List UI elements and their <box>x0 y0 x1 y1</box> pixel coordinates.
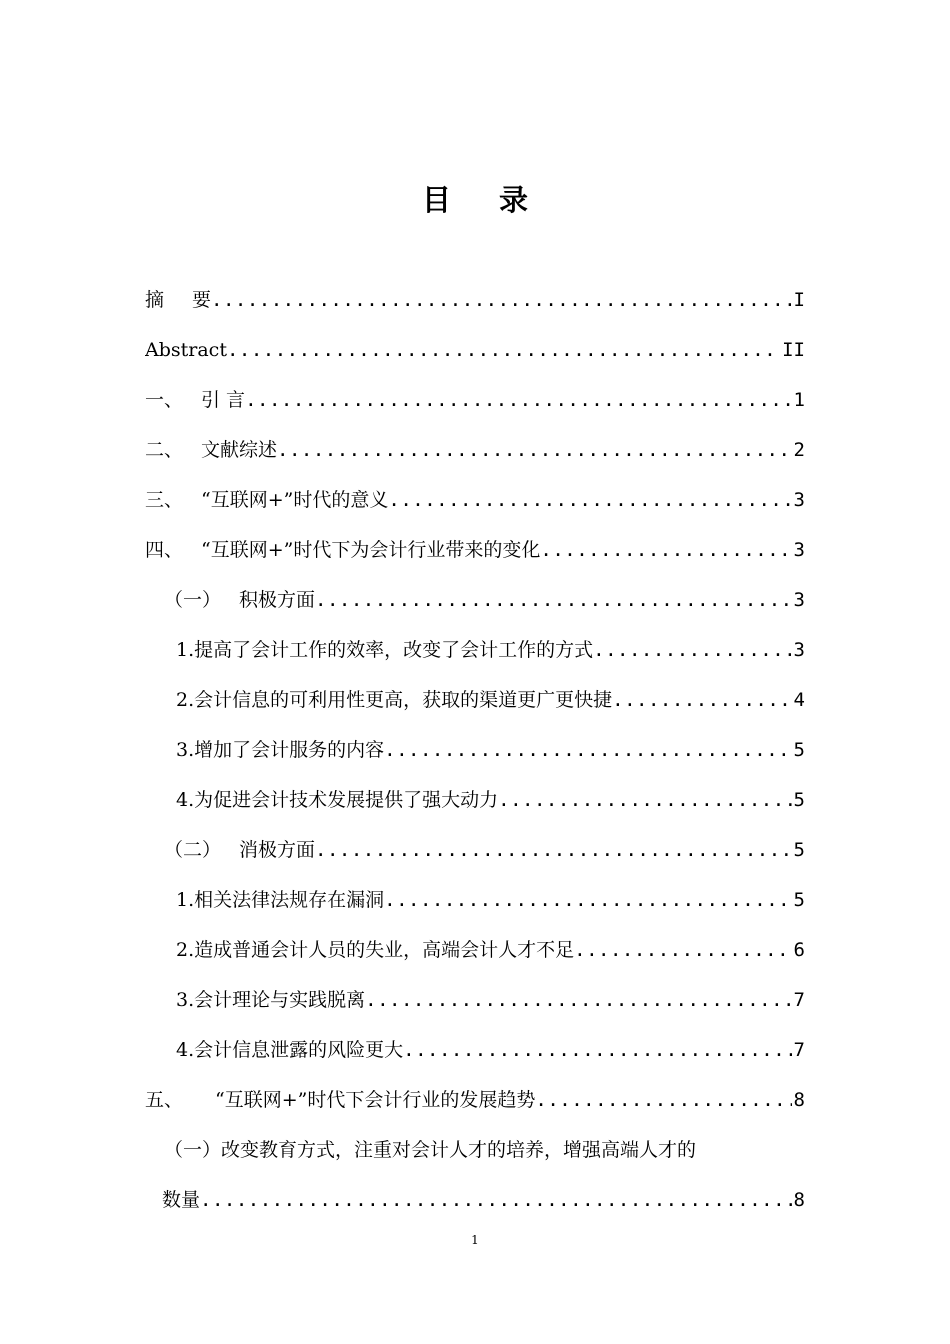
toc-entry-number: 二、 <box>145 439 184 461</box>
toc-entry-abstract-en[interactable] <box>145 330 805 370</box>
toc-entry-positive-4[interactable] <box>176 780 805 820</box>
toc-entry-label: 1.提高了会计工作的效率，改变了会计工作的方式 <box>176 639 594 661</box>
toc-entry-leader <box>612 680 791 720</box>
toc-entry-number: （一） <box>164 589 222 611</box>
toc-entry-page: 5 <box>793 739 805 761</box>
toc-entry-section-5-1-line2[interactable] <box>162 1180 805 1220</box>
toc-entry-page: 8 <box>793 1189 805 1211</box>
toc-entry-leader <box>365 980 791 1020</box>
toc-entry-page: 5 <box>793 889 805 911</box>
toc-entry-page: 1 <box>793 389 805 411</box>
toc-entry-leader <box>540 530 791 570</box>
toc-entry-leader <box>403 1030 791 1070</box>
toc-entry-page: 7 <box>793 1039 805 1061</box>
toc-entry-number: 一、 <box>145 389 184 411</box>
toc-entry-number: 四、 <box>145 539 184 561</box>
toc-entry-negative-aspects[interactable] <box>164 830 805 870</box>
toc-entry-page: 7 <box>793 989 805 1011</box>
toc-entry-literature-review[interactable] <box>145 430 805 470</box>
toc-entry-leader <box>535 1080 791 1120</box>
toc-entry-section-5-1-line1[interactable]: （一）改变教育方式，注重对会计人才的培养，增强高端人才的 <box>164 1139 697 1161</box>
toc-title-part1: 目 <box>421 183 451 217</box>
toc-entry-label: 引 言 <box>201 389 246 411</box>
toc-entry-abstract-cn[interactable] <box>145 280 805 320</box>
toc-entry-negative-3[interactable] <box>176 980 805 1020</box>
toc-entry-label: “互联网+”时代的意义 <box>201 489 389 511</box>
toc-entry-leader <box>245 380 791 420</box>
toc-entry-page: 3 <box>793 589 805 611</box>
toc-entry-positive-1[interactable] <box>176 630 805 670</box>
toc-entry-page: II <box>782 339 805 361</box>
toc-entry-negative-4[interactable] <box>176 1030 805 1070</box>
toc-entry-number: 五、 <box>145 1089 184 1111</box>
toc-entry-label: “互联网+”时代下为会计行业带来的变化 <box>201 539 541 561</box>
toc-entry-leader <box>384 880 791 920</box>
toc-entry-negative-2[interactable] <box>176 930 805 970</box>
toc-entry-page: 5 <box>793 839 805 861</box>
toc-entry-leader <box>498 780 791 820</box>
toc-entry-label: 2.造成普通会计人员的失业，高端会计人才不足 <box>176 939 575 961</box>
toc-entry-positive-3[interactable] <box>176 730 805 770</box>
toc-entry-page: 8 <box>793 1089 805 1111</box>
toc-entry-page: 5 <box>793 789 805 811</box>
toc-entry-label: 数量 <box>162 1189 201 1211</box>
toc-entry-label: “互联网+”时代下会计行业的发展趋势 <box>215 1089 536 1111</box>
toc-entry-label: 要 <box>192 289 212 311</box>
toc-entry-page: 3 <box>793 539 805 561</box>
toc-entry-page: 3 <box>793 489 805 511</box>
toc-entry-label: 消极方面 <box>239 839 316 861</box>
toc-entry-page: I <box>793 289 805 311</box>
toc-entry-leader <box>315 830 792 870</box>
toc-entry-leader <box>227 330 780 370</box>
toc-entry-number: （二） <box>164 839 222 861</box>
toc-entry-leader <box>574 930 791 970</box>
toc-entry-leader <box>200 1180 792 1220</box>
toc-entry-label: 积极方面 <box>239 589 316 611</box>
toc-entry-label: 1.相关法律法规存在漏洞 <box>176 889 385 911</box>
toc-entry-page: 6 <box>793 939 805 961</box>
toc-entry-section-3[interactable] <box>145 480 805 520</box>
toc-entry-section-5[interactable] <box>145 1080 805 1120</box>
toc-title-part2: 录 <box>499 183 529 217</box>
toc-entry-positive-aspects[interactable] <box>164 580 805 620</box>
toc-entry-number: 摘 <box>145 289 165 311</box>
toc-entry-label: 3.会计理论与实践脱离 <box>176 989 366 1011</box>
toc-entry-page: 2 <box>793 439 805 461</box>
toc-entry-page: 4 <box>793 689 805 711</box>
toc-entry-number: 三、 <box>145 489 184 511</box>
toc-entry-leader <box>277 430 792 470</box>
toc-entry-leader <box>593 630 791 670</box>
toc-entry-label: 4.会计信息泄露的风险更大 <box>176 1039 404 1061</box>
toc-title <box>0 180 950 220</box>
toc-entry-leader <box>211 280 792 320</box>
toc-entry-leader <box>384 730 791 770</box>
toc-entry-label: Abstract <box>145 339 227 361</box>
toc-entry-introduction[interactable] <box>145 380 805 420</box>
toc-entry-leader <box>388 480 791 520</box>
page-number: 1 <box>471 1233 479 1247</box>
toc-entry-label: 2.会计信息的可利用性更高，获取的渠道更广更快捷 <box>176 689 613 711</box>
toc-entry-label: 3.增加了会计服务的内容 <box>176 739 385 761</box>
toc-entry-page: 3 <box>793 639 805 661</box>
toc-entry-negative-1[interactable] <box>176 880 805 920</box>
toc-entry-leader <box>315 580 792 620</box>
toc-entry-label: 文献综述 <box>201 439 278 461</box>
toc-entry-section-4[interactable] <box>145 530 805 570</box>
toc-entry-label: 4.为促进会计技术发展提供了强大动力 <box>176 789 499 811</box>
toc-entry-positive-2[interactable] <box>176 680 805 720</box>
